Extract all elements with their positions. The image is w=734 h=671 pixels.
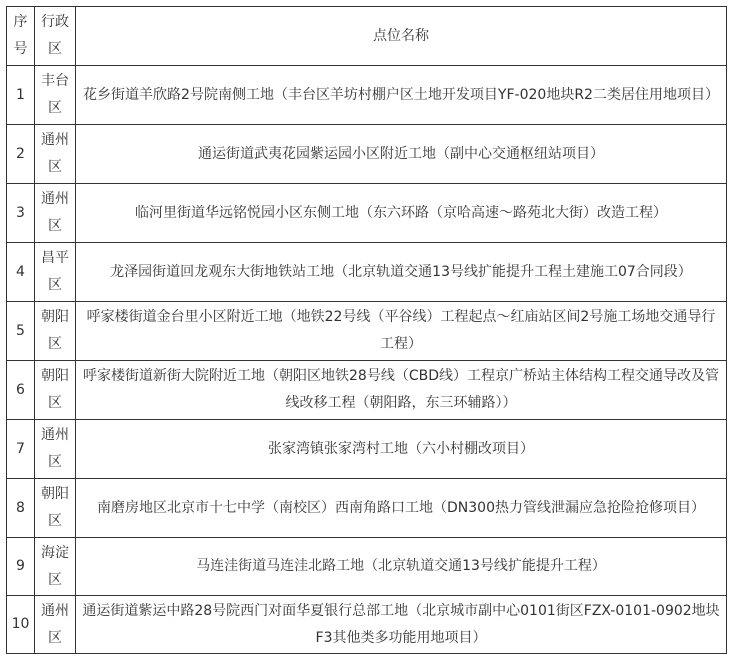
column-header-location: 点位名称 xyxy=(76,7,727,66)
row-index: 9 xyxy=(7,538,35,596)
row-location: 呼家楼街道新街大院附近工地（朝阳区地铁28号线（CBD线）工程京广桥站主体结构工程交通导改及管线改移工程（朝阳路，东三环辅路）） xyxy=(76,361,727,420)
table-row xyxy=(7,479,727,538)
table-row xyxy=(7,66,727,125)
row-index: 4 xyxy=(7,243,35,302)
row-location: 呼家楼街道金台里小区附近工地（地铁22号线（平谷线）工程起点～红庙站区间2号施工场地交通导行工程） xyxy=(76,302,727,361)
table-row xyxy=(7,302,727,361)
row-location: 临河里街道华远铭悦园小区东侧工地（东六环路（京哈高速～路苑北大街）改造工程） xyxy=(76,184,727,243)
row-location: 龙泽园街道回龙观东大街地铁站工地（北京轨道交通13号线扩能提升工程土建施工07合同段） xyxy=(76,243,727,302)
row-index: 2 xyxy=(7,125,35,184)
table-row xyxy=(7,361,727,420)
row-district: 昌平区 xyxy=(35,243,76,302)
row-index: 10 xyxy=(7,596,35,654)
table-row xyxy=(7,184,727,243)
row-index: 5 xyxy=(7,302,35,361)
row-index: 7 xyxy=(7,420,35,479)
row-location: 张家湾镇张家湾村工地（六小村棚改项目） xyxy=(76,420,727,479)
row-district: 通州区 xyxy=(35,125,76,184)
row-district: 通州区 xyxy=(35,596,76,654)
table-row xyxy=(7,243,727,302)
row-district: 朝阳区 xyxy=(35,361,76,420)
table-row xyxy=(7,538,727,596)
row-location: 花乡街道羊欣路2号院南侧工地（丰台区羊坊村棚户区土地开发项目YF-020地块R2二类居住用地项目） xyxy=(76,66,727,125)
row-index: 8 xyxy=(7,479,35,538)
row-district: 通州区 xyxy=(35,184,76,243)
column-header-index: 序号 xyxy=(7,7,35,66)
row-index: 1 xyxy=(7,66,35,125)
row-district: 海淀区 xyxy=(35,538,76,596)
row-district: 朝阳区 xyxy=(35,479,76,538)
row-district: 通州区 xyxy=(35,420,76,479)
row-location: 通运街道紫运中路28号院西门对面华夏银行总部工地（北京城市副中心0101街区FZX-0101-0902地块F3其他类多功能用地项目） xyxy=(76,596,727,654)
row-district: 朝阳区 xyxy=(35,302,76,361)
row-index: 6 xyxy=(7,361,35,420)
row-district: 丰台区 xyxy=(35,66,76,125)
row-location: 通运街道武夷花园紫运园小区附近工地（副中心交通枢纽站项目） xyxy=(76,125,727,184)
table-row xyxy=(7,125,727,184)
table-row xyxy=(7,596,727,654)
column-header-district: 行政区 xyxy=(35,7,76,66)
table-header-row xyxy=(7,7,727,66)
construction-sites-table xyxy=(6,6,727,654)
row-index: 3 xyxy=(7,184,35,243)
table-row xyxy=(7,420,727,479)
row-location: 马连洼街道马连洼北路工地（北京轨道交通13号线扩能提升工程） xyxy=(76,538,727,596)
row-location: 南磨房地区北京市十七中学（南校区）西南角路口工地（DN300热力管线泄漏应急抢险抢修项目） xyxy=(76,479,727,538)
